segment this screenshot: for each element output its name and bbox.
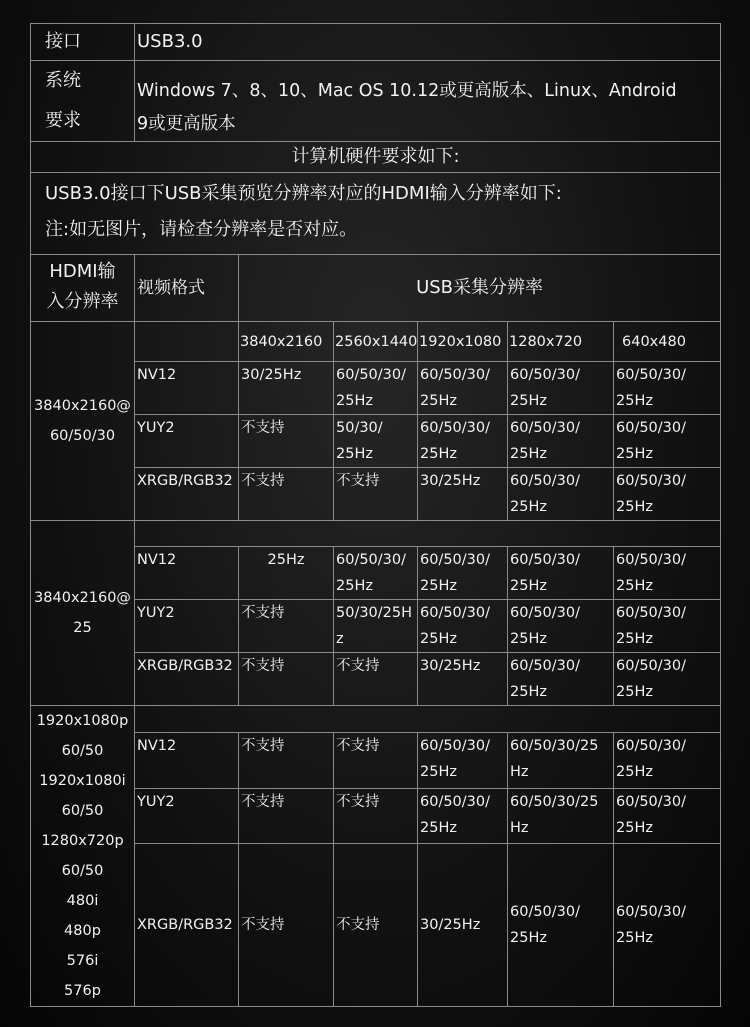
- frame-rate-line: 不支持: [241, 473, 285, 489]
- frame-rate-cell: [334, 415, 418, 468]
- frame-rate-line: 25Hz: [267, 552, 305, 568]
- hdmi-header-line-2: 入分辨率: [46, 291, 119, 312]
- frame-rate-cell: [508, 733, 614, 789]
- frame-rate-cell: [418, 600, 508, 653]
- frame-rate-cell: [334, 844, 418, 1007]
- frame-rate-line: 30/25Hz: [420, 658, 481, 674]
- frame-rate-cell: [334, 733, 418, 789]
- frame-rate-line: 60/50/30/: [510, 658, 581, 674]
- frame-rate-line: 60/50/30/: [420, 605, 491, 621]
- frame-rate-cell: [334, 653, 418, 706]
- frame-rate-line: 不支持: [241, 738, 285, 755]
- note-cell: [31, 173, 721, 255]
- hardware-title: 计算机硬件要求如下:: [31, 142, 721, 173]
- frame-rate-line: 25Hz: [420, 764, 457, 781]
- frame-rate-line: 60/50/30/: [510, 473, 581, 489]
- format-row: [31, 733, 721, 789]
- system-value: [135, 61, 721, 142]
- frame-rate-line: 25Hz: [510, 446, 547, 462]
- input-resolution-line: 60/50: [61, 803, 104, 819]
- frame-rate-line: 30/25Hz: [420, 473, 481, 489]
- frame-rate-cell: [239, 600, 334, 653]
- frame-rate-line: 25Hz: [616, 930, 653, 947]
- note-line-2: 注:如无图片，请检查分辨率是否对应。: [45, 219, 358, 240]
- frame-rate-line: 60/50/30/: [616, 793, 687, 810]
- frame-rate-cell: [418, 653, 508, 706]
- frame-rate-line: 60/50/30/: [616, 605, 687, 621]
- frame-rate-line: 25Hz: [616, 684, 653, 700]
- frame-rate-line: 60/50/30/: [616, 552, 687, 568]
- frame-rate-line: 不支持: [336, 473, 380, 489]
- format-row: [31, 600, 721, 653]
- system-label: [31, 61, 135, 142]
- frame-rate-line: 60/50/30/: [616, 738, 687, 755]
- hardware-title-row: [31, 142, 721, 173]
- note-line-1: USB3.0接口下USB采集预览分辨率对应的HDMI输入分辨率如下:: [45, 183, 562, 204]
- frame-rate-line: 25Hz: [420, 819, 457, 836]
- frame-rate-cell: [614, 468, 721, 521]
- note-row: [31, 173, 721, 255]
- frame-rate-line: 60/50/30/: [336, 367, 407, 383]
- interface-value: USB3.0: [135, 24, 721, 61]
- format-row: [31, 788, 721, 844]
- frame-rate-cell: [239, 362, 334, 415]
- system-label-line-1: 系统: [45, 70, 81, 91]
- frame-rate-line: 60/50/30/25: [510, 738, 599, 755]
- input-resolution-line: 1280x720p: [41, 833, 124, 849]
- frame-rate-cell: [614, 653, 721, 706]
- frame-rate-cell: [508, 362, 614, 415]
- format-row: [31, 653, 721, 706]
- frame-rate-line: 60/50/30/: [616, 473, 687, 489]
- frame-rate-cell: [614, 788, 721, 844]
- frame-rate-line: 60/50/30/: [420, 552, 491, 568]
- frame-rate-line: Hz: [510, 764, 529, 781]
- frame-rate-line: 不支持: [241, 420, 285, 436]
- frame-rate-line: 25Hz: [616, 764, 653, 781]
- hdmi-header-line-1: HDMI输: [49, 261, 116, 282]
- frame-rate-cell: [418, 844, 508, 1007]
- video-format-cell: YUY2: [135, 788, 239, 844]
- frame-rate-cell: [508, 788, 614, 844]
- input-resolution-group-3: [31, 706, 135, 1007]
- frame-rate-line: 25Hz: [616, 631, 653, 647]
- frame-rate-cell: [508, 415, 614, 468]
- frame-rate-line: 60/50/30/: [510, 367, 581, 383]
- frame-rate-cell: [239, 547, 334, 600]
- hdmi-input-header: [31, 255, 135, 322]
- frame-rate-line: 25Hz: [510, 684, 547, 700]
- frame-rate-line: 25Hz: [510, 631, 547, 647]
- frame-rate-line: 25Hz: [616, 499, 653, 515]
- frame-rate-cell: [508, 653, 614, 706]
- frame-rate-cell: [239, 844, 334, 1007]
- frame-rate-line: 25Hz: [420, 578, 457, 594]
- frame-rate-line: 60/50/30/: [420, 420, 491, 436]
- frame-rate-line: 不支持: [241, 793, 285, 810]
- frame-rate-cell: [334, 468, 418, 521]
- input-resolution-group-1: [31, 322, 135, 521]
- interface-label: 接口: [31, 24, 135, 61]
- frame-rate-line: 60/50/30/: [420, 793, 491, 810]
- video-format-cell: XRGB/RGB32: [135, 653, 239, 706]
- interface-row: [31, 24, 721, 61]
- frame-rate-line: 60/50/30/: [510, 552, 581, 568]
- video-format-cell: NV12: [135, 733, 239, 789]
- video-format-cell: YUY2: [135, 415, 239, 468]
- frame-rate-line: 25Hz: [510, 393, 547, 409]
- group-spacer-row: [31, 521, 721, 547]
- video-format-cell: NV12: [135, 362, 239, 415]
- format-row: [31, 547, 721, 600]
- resolution-header-cell: 2560x1440: [334, 322, 418, 362]
- frame-rate-cell: [614, 547, 721, 600]
- frame-rate-cell: [334, 362, 418, 415]
- frame-rate-cell: [614, 600, 721, 653]
- input-resolution-line: 1920x1080i: [39, 773, 126, 789]
- frame-rate-cell: [418, 733, 508, 789]
- frame-rate-line: 不支持: [241, 605, 285, 621]
- frame-rate-line: 60/50/30/: [420, 738, 491, 755]
- frame-rate-line: 不支持: [336, 658, 380, 674]
- frame-rate-line: 25Hz: [336, 446, 373, 462]
- frame-rate-cell: [614, 362, 721, 415]
- frame-rate-line: 25Hz: [510, 930, 547, 947]
- video-format-header: 视频格式: [135, 255, 239, 322]
- frame-rate-cell: [614, 844, 721, 1007]
- frame-rate-cell: [418, 468, 508, 521]
- column-header-row: [31, 255, 721, 322]
- frame-rate-line: 25Hz: [420, 631, 457, 647]
- frame-rate-line: 30/25Hz: [420, 917, 481, 934]
- resolution-header-cell: 1280x720: [508, 322, 614, 362]
- input-resolution-line: 3840x2160@: [34, 590, 131, 606]
- frame-rate-cell: [334, 600, 418, 653]
- format-row: [31, 844, 721, 1007]
- frame-rate-cell: [508, 547, 614, 600]
- input-resolution-line: 3840x2160@: [34, 398, 131, 414]
- input-resolution-line: 60/50: [61, 863, 104, 879]
- frame-rate-cell: [418, 788, 508, 844]
- frame-rate-line: 不支持: [336, 793, 380, 810]
- frame-rate-line: 25Hz: [616, 578, 653, 594]
- frame-rate-cell: [418, 415, 508, 468]
- format-spacer-cell: [135, 322, 239, 362]
- frame-rate-line: 60/50/30/: [616, 658, 687, 674]
- frame-rate-line: 50/30/: [336, 420, 383, 436]
- resolution-header-row: [31, 322, 721, 362]
- frame-rate-line: 60/50/30/: [616, 367, 687, 383]
- resolution-header-cell: 3840x2160: [239, 322, 334, 362]
- usb-resolution-header: USB采集分辨率: [239, 255, 721, 322]
- frame-rate-line: 25Hz: [420, 446, 457, 462]
- spec-table: [30, 23, 721, 1007]
- resolution-header-cell: 640x480: [614, 322, 721, 362]
- input-resolution-line: 60/50: [61, 743, 104, 759]
- frame-rate-cell: [239, 788, 334, 844]
- frame-rate-line: 60/50/30/: [616, 904, 687, 921]
- video-format-cell: NV12: [135, 547, 239, 600]
- resolution-header-cell: 1920x1080: [418, 322, 508, 362]
- frame-rate-cell: [239, 653, 334, 706]
- frame-rate-cell: [239, 468, 334, 521]
- video-format-cell: YUY2: [135, 600, 239, 653]
- frame-rate-cell: [614, 415, 721, 468]
- frame-rate-line: 60/50/30/: [510, 420, 581, 436]
- format-row: [31, 415, 721, 468]
- frame-rate-line: 50/30/25H: [336, 605, 413, 621]
- frame-rate-line: 25Hz: [336, 393, 373, 409]
- frame-rate-line: 60/50/30/: [420, 367, 491, 383]
- spacer-cell: [135, 706, 721, 733]
- frame-rate-line: 25Hz: [616, 393, 653, 409]
- input-resolution-line: 576i: [66, 953, 99, 969]
- frame-rate-line: 25Hz: [420, 393, 457, 409]
- frame-rate-line: 25Hz: [510, 499, 547, 515]
- frame-rate-cell: [418, 547, 508, 600]
- frame-rate-line: Hz: [510, 819, 529, 836]
- group-spacer-row: [31, 706, 721, 733]
- frame-rate-line: 25Hz: [616, 819, 653, 836]
- system-value-line-1: Windows 7、8、10、Mac OS 10.12或更高版本、Linux、Android: [137, 81, 677, 101]
- frame-rate-line: 不支持: [241, 658, 285, 674]
- system-value-line-2: 9或更高版本: [137, 114, 236, 134]
- spacer-cell: [135, 521, 721, 547]
- system-row: [31, 61, 721, 142]
- frame-rate-line: 25Hz: [336, 578, 373, 594]
- frame-rate-line: 不支持: [241, 917, 285, 934]
- frame-rate-line: 60/50/30/: [616, 420, 687, 436]
- input-resolution-line: 576p: [64, 983, 101, 999]
- input-resolution-line: 25: [73, 620, 92, 636]
- input-resolution-line: 1920x1080p: [36, 713, 129, 729]
- frame-rate-cell: [418, 362, 508, 415]
- frame-rate-cell: [239, 733, 334, 789]
- system-label-line-2: 要求: [45, 110, 81, 131]
- frame-rate-line: 25Hz: [616, 446, 653, 462]
- frame-rate-cell: [508, 468, 614, 521]
- frame-rate-cell: [508, 844, 614, 1007]
- frame-rate-line: 不支持: [336, 917, 380, 934]
- frame-rate-line: 60/50/30/: [510, 605, 581, 621]
- input-resolution-line: 480i: [66, 893, 99, 909]
- frame-rate-cell: [508, 600, 614, 653]
- input-resolution-group-2: [31, 521, 135, 706]
- frame-rate-line: 不支持: [336, 738, 380, 755]
- frame-rate-line: z: [336, 631, 344, 647]
- frame-rate-cell: [239, 415, 334, 468]
- video-format-cell: XRGB/RGB32: [135, 844, 239, 1007]
- frame-rate-line: 60/50/30/: [336, 552, 407, 568]
- video-format-cell: XRGB/RGB32: [135, 468, 239, 521]
- format-row: [31, 468, 721, 521]
- frame-rate-line: 30/25Hz: [241, 367, 302, 383]
- frame-rate-line: 60/50/30/: [510, 904, 581, 921]
- frame-rate-cell: [334, 788, 418, 844]
- frame-rate-line: 60/50/30/25: [510, 793, 599, 810]
- format-row: [31, 362, 721, 415]
- frame-rate-cell: [334, 547, 418, 600]
- frame-rate-line: 25Hz: [510, 578, 547, 594]
- input-resolution-line: 480p: [64, 923, 101, 939]
- input-resolution-line: 60/50/30: [49, 428, 116, 444]
- frame-rate-cell: [614, 733, 721, 789]
